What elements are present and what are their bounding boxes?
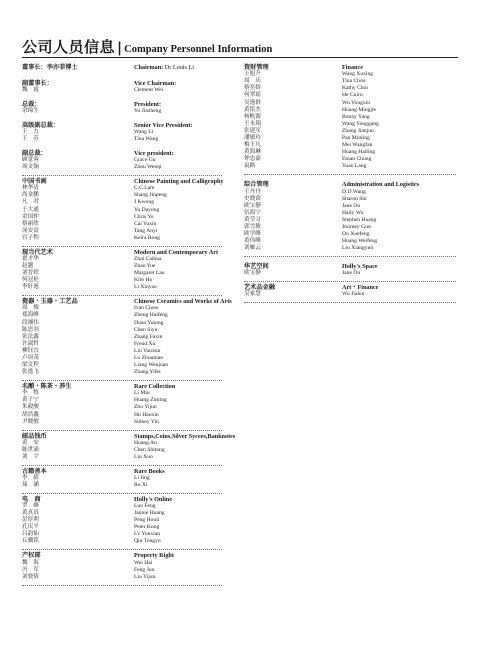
person-name-zh: 李 牧 bbox=[22, 390, 39, 397]
person-name-zh: 汤安益 bbox=[22, 227, 39, 234]
person-name-zh: 丘骥铭 bbox=[22, 538, 39, 545]
person-name-en: Huang An bbox=[134, 439, 157, 446]
person-name-zh: 李轩逸 bbox=[22, 284, 39, 291]
person-name-zh: 翟才华 bbox=[22, 256, 39, 262]
person-name-en: Peng Houli bbox=[134, 517, 160, 524]
section-en-names bbox=[342, 181, 456, 252]
person-name-zh: 冯 军 bbox=[22, 566, 39, 573]
section-zh-names bbox=[22, 64, 122, 71]
section-heading-zh: 电 商 bbox=[22, 495, 41, 503]
person-name-en: Tina Wang bbox=[134, 136, 159, 143]
person-name-zh: 吴家慧 bbox=[244, 291, 261, 298]
person-name-en: Sharon Shi bbox=[342, 195, 367, 202]
person-name-en: Haily Wu bbox=[342, 209, 364, 216]
person-name-zh: 罗 峰 bbox=[22, 503, 39, 509]
person-name-en: Lu Zhoumao bbox=[134, 355, 164, 362]
person-name-en: Luo Feng bbox=[134, 503, 156, 509]
section-en-names bbox=[342, 64, 456, 171]
person-name-en: Clement Wei bbox=[134, 87, 164, 94]
page-title bbox=[22, 36, 272, 54]
section-zh-names bbox=[22, 150, 122, 171]
person-name-zh: 于大通 bbox=[22, 206, 39, 213]
person-name-zh: 胡浩鑫 bbox=[22, 411, 39, 418]
person-name-zh: 尹晓敏 bbox=[22, 418, 39, 425]
section-en-names bbox=[134, 433, 234, 461]
person-name-zh: 尚金鹏 bbox=[22, 192, 39, 199]
person-name-zh: 黄真真 bbox=[22, 510, 39, 517]
section-zh-names bbox=[244, 263, 344, 277]
section-heading-zh: 中国书画 bbox=[22, 178, 47, 186]
section-zh-names bbox=[22, 468, 122, 489]
section-zh-names bbox=[22, 433, 122, 461]
person-name-zh: 郑海峰 bbox=[22, 312, 39, 319]
person-name-zh: 孔庆平 bbox=[22, 524, 39, 531]
section-zh-names bbox=[22, 383, 122, 426]
person-name-zh: 史晓茵 bbox=[244, 195, 261, 202]
person-name-en: Zhang Faxin bbox=[134, 333, 163, 340]
person-name-en: Wu Yongxin bbox=[342, 99, 371, 106]
person-name-zh: 梁文程 bbox=[22, 362, 39, 369]
section-divider bbox=[22, 175, 222, 176]
person-name-zh: 黄海琳 bbox=[244, 149, 261, 156]
person-name-en: Zhou Wenqi bbox=[134, 164, 162, 171]
section-heading-en: Modern and Contemporary Art bbox=[134, 248, 219, 256]
person-name-zh: 黄 安 bbox=[22, 439, 39, 446]
section-zh-names bbox=[244, 284, 344, 298]
section-en-names bbox=[134, 552, 234, 580]
person-name-en: Duan Yutong bbox=[134, 319, 164, 326]
section-en-names bbox=[134, 468, 234, 489]
person-name-en: Tang Anyi bbox=[134, 227, 158, 234]
section-heading-en: Rare Collection bbox=[134, 383, 176, 391]
section-divider bbox=[244, 302, 456, 303]
person-name-en: Zhao Yue bbox=[134, 263, 156, 270]
section-divider bbox=[22, 549, 222, 550]
person-name-en: Zhu Yijun bbox=[134, 404, 157, 411]
title-rule bbox=[22, 57, 458, 58]
person-name-en: Hu Haoxin bbox=[134, 411, 159, 418]
person-name-en: Kilo Ho bbox=[134, 277, 153, 284]
person-name-zh: 凡 君 bbox=[22, 199, 39, 206]
section-en-names bbox=[134, 496, 234, 546]
person-name-en: Wang Li bbox=[134, 129, 154, 136]
section-heading-zh: 总裁： bbox=[22, 100, 41, 108]
person-name-zh: 周 俊 bbox=[22, 305, 39, 312]
person-name-zh: 王丹丹 bbox=[244, 188, 261, 195]
person-name-zh: 魏 海 bbox=[22, 559, 39, 566]
title-divider: | bbox=[117, 40, 123, 56]
person-name-zh: 李 婧 bbox=[22, 474, 39, 481]
section-divider bbox=[22, 585, 222, 586]
person-name-en: Jane Ou bbox=[342, 270, 361, 277]
person-name-en: Mei Wangfan bbox=[342, 142, 373, 149]
section-heading-en: Property Right bbox=[134, 552, 174, 560]
person-name-zh: 彭厚利 bbox=[22, 517, 39, 524]
person-name-en: Ivan Chow bbox=[134, 305, 159, 312]
section-en-names bbox=[134, 178, 234, 242]
person-name-en: Kathy Choi bbox=[342, 85, 368, 92]
person-name-en: Shang Jinpeng bbox=[134, 192, 167, 199]
person-name-zh: 段湘伟 bbox=[22, 319, 39, 326]
person-name-en: Yu Dayong bbox=[134, 206, 160, 213]
person-name-en: Yuan Lang bbox=[342, 163, 367, 170]
person-name-en: Zhang Yifei bbox=[134, 369, 161, 376]
person-name-en: Yu Jinsheng bbox=[134, 108, 162, 115]
person-name-zh: 钟忠豪 bbox=[244, 156, 261, 163]
section-zh-names bbox=[22, 249, 122, 292]
person-name-en: Huang Ziming bbox=[134, 397, 167, 404]
person-name-en: Chen Siyu bbox=[134, 326, 158, 333]
person-name-zh: 顾宽蓉 bbox=[22, 157, 39, 164]
person-name-en: Tina Chou bbox=[342, 78, 366, 85]
section-zh-names bbox=[22, 552, 122, 580]
person-name-zh: 陈世涌 bbox=[22, 446, 39, 453]
person-name-zh: 余国仲 bbox=[22, 213, 39, 220]
person-name-en: Wang Xuxing bbox=[342, 71, 374, 78]
person-name-zh: 欧宝静 bbox=[244, 202, 261, 209]
person-name-en: J Kwong bbox=[134, 199, 155, 206]
section-divider bbox=[22, 430, 222, 431]
section-heading-zh: 副总裁： bbox=[22, 150, 47, 157]
person-name-en: Zheng Haifeng bbox=[134, 312, 168, 319]
person-name-zh: 余锦生 bbox=[22, 108, 39, 115]
section-heading-en: Holly's Online bbox=[134, 495, 172, 503]
person-name-en: Qiu Tongyu bbox=[134, 538, 161, 545]
person-name-en: Liu Xuo bbox=[134, 453, 153, 460]
person-name-zh: 郭雪敏 bbox=[244, 223, 261, 230]
person-name-zh: 王 力 bbox=[22, 129, 39, 136]
section-heading-zh: 华艺空间 bbox=[244, 263, 269, 271]
person-name-zh: 刘雁云 bbox=[244, 245, 261, 252]
section-divider bbox=[22, 380, 222, 381]
person-name-en: Li Miu bbox=[134, 390, 150, 397]
section-zh-names bbox=[22, 101, 122, 115]
person-name-zh: 柳钰宜 bbox=[22, 347, 39, 354]
person-name-en: Cai Yuxin bbox=[134, 220, 157, 227]
section-en-names bbox=[342, 284, 456, 298]
person-name-zh: 王 芬 bbox=[22, 136, 39, 143]
section-heading-en: Vice Chairman: bbox=[134, 79, 177, 87]
person-name-zh: 欧学峰 bbox=[244, 231, 261, 238]
section-zh-names bbox=[22, 496, 122, 546]
person-name-en: Li Xinyao bbox=[134, 284, 157, 291]
section-zh-names bbox=[244, 181, 344, 252]
section-heading-zh: 瓷器・玉器・工艺品 bbox=[22, 298, 78, 306]
person-name-en: Li Jing bbox=[134, 474, 150, 481]
section-zh-names bbox=[22, 122, 122, 143]
section-heading-zh: 董事长：李亦菲博士 bbox=[22, 64, 78, 71]
chairman-name-en: Dr Louis Li bbox=[163, 64, 194, 71]
person-name-zh: 张建军 bbox=[244, 127, 261, 134]
section-en-names bbox=[134, 298, 234, 376]
person-name-en: Sidney Yin bbox=[134, 418, 159, 425]
person-name-zh: 潘敏玲 bbox=[244, 135, 261, 142]
person-name-zh: 卢周茂 bbox=[22, 355, 39, 362]
person-name-zh: 蔡丽欣 bbox=[22, 220, 39, 227]
title-chinese: 公司人员信息 bbox=[22, 38, 116, 56]
person-name-en: Keira Rong bbox=[134, 234, 160, 241]
section-zh-names bbox=[22, 298, 122, 376]
person-name-en: Liu Yijun bbox=[134, 573, 156, 580]
section-heading-en: Administration and Logistics bbox=[342, 181, 420, 189]
person-name-en: Wu Jiahui bbox=[342, 291, 365, 298]
person-name-zh: 黄铭杰 bbox=[244, 106, 261, 113]
section-heading-zh: 副董事长： bbox=[22, 79, 53, 87]
person-name-zh: 刘晋婷 bbox=[22, 270, 39, 277]
person-name-en: C.C.Lam bbox=[134, 185, 155, 192]
person-name-en: Chen Shitong bbox=[134, 446, 165, 453]
person-name-en: Huang Hailing bbox=[342, 149, 376, 156]
section-en-names bbox=[134, 64, 234, 71]
person-name-zh: 张法鑫 bbox=[22, 333, 39, 340]
person-name-en: Bunny Yang bbox=[342, 113, 370, 120]
section-heading-en: Senior Vice President: bbox=[134, 121, 193, 129]
person-name-zh: 林华清 bbox=[22, 185, 39, 192]
person-name-en: Margaret Lau bbox=[134, 270, 165, 277]
section-heading-zh: 产权部 bbox=[22, 552, 41, 560]
person-name-zh: 黄莹习 bbox=[244, 216, 261, 223]
person-name-zh: 吴逸群 bbox=[244, 99, 261, 106]
person-name-zh: 张逸飞 bbox=[22, 369, 39, 376]
person-name-zh: 欧宝静 bbox=[244, 270, 261, 277]
person-name-zh: 朱毅骏 bbox=[22, 404, 39, 411]
person-name-zh: 宫子程 bbox=[22, 234, 39, 241]
section-en-names bbox=[134, 150, 234, 171]
section-heading-en: Chinese Painting and Calligraphy bbox=[134, 178, 224, 186]
person-name-zh: 魏 霞 bbox=[22, 87, 39, 94]
section-heading-en: Chairman: Dr Louis Li bbox=[134, 64, 194, 71]
section-divider bbox=[244, 256, 456, 257]
person-name-zh: 吕韵仙 bbox=[22, 531, 39, 538]
person-name-en: D.D.Wang bbox=[342, 188, 366, 195]
person-name-en: Zhang Jianjun bbox=[342, 127, 374, 134]
person-name-zh: 许淑哲 bbox=[22, 340, 39, 347]
person-name-en: Wei Hai bbox=[134, 559, 153, 566]
person-name-en: Feng Jun bbox=[134, 566, 155, 573]
person-name-en: Wang Yonggang bbox=[342, 120, 379, 127]
section-heading-en: Vice president: bbox=[134, 150, 174, 157]
person-name-zh: 王旭升 bbox=[244, 71, 261, 78]
person-name-zh: 周 庆 bbox=[244, 78, 261, 85]
section-divider bbox=[22, 493, 222, 494]
person-name-zh: 刘 宇 bbox=[22, 453, 39, 460]
section-divider bbox=[22, 246, 222, 247]
section-divider bbox=[244, 281, 456, 282]
person-name-en: Huang Weifeng bbox=[342, 238, 378, 245]
section-en-names bbox=[134, 249, 234, 292]
person-name-zh: 蔡奕娇 bbox=[244, 85, 261, 92]
person-name-zh: 王永翔 bbox=[244, 120, 261, 127]
person-name-zh: 杨帆源 bbox=[244, 113, 261, 120]
section-heading-zh: 综合管理 bbox=[244, 181, 269, 189]
person-name-en: Huang Mingjie bbox=[342, 106, 377, 113]
person-name-en: Pan Minling bbox=[342, 135, 370, 142]
section-zh-names bbox=[22, 80, 122, 94]
person-name-en: Zhai Caihua bbox=[134, 256, 162, 262]
section-en-names bbox=[134, 101, 234, 115]
person-name-en: Jannie Huang bbox=[134, 510, 165, 517]
section-heading-zh: 高级副总裁： bbox=[22, 121, 60, 129]
section-zh-names bbox=[244, 64, 344, 171]
person-name-en: Lv Yunxian bbox=[134, 531, 161, 538]
section-heading-zh: 资财管理 bbox=[244, 64, 269, 71]
person-name-en: Journey Guo bbox=[342, 223, 371, 230]
section-divider bbox=[22, 465, 222, 466]
person-name-en: Ru Xi bbox=[134, 481, 148, 488]
person-name-zh: 赵趟 bbox=[22, 263, 34, 270]
person-name-en: Liu Xiangyun bbox=[342, 245, 374, 252]
person-name-zh: 黄子宁 bbox=[22, 397, 39, 404]
person-name-en: Liu Yunxun bbox=[134, 347, 161, 354]
person-name-en: Grace Gu bbox=[134, 157, 156, 164]
section-en-names bbox=[134, 383, 234, 426]
section-heading-en: Finance bbox=[342, 64, 363, 71]
title-english: Company Personnel Information bbox=[124, 44, 273, 55]
person-name-zh: 陈思羽 bbox=[22, 326, 39, 333]
person-name-zh: 刘骁倩 bbox=[22, 573, 39, 580]
person-name-en: Chris Yu bbox=[134, 213, 154, 220]
section-heading-zh: 邮品钱币 bbox=[22, 432, 47, 440]
person-name-en: Stephen Huang bbox=[342, 216, 377, 223]
section-heading-en: Holly's Space bbox=[342, 263, 378, 271]
person-name-en: Ou Xuefeng bbox=[342, 231, 370, 238]
section-heading-zh: 名酿・陈茶・养生 bbox=[22, 383, 72, 391]
person-name-en: Liang Wenjuan bbox=[134, 362, 169, 369]
person-name-en: Jane Ou bbox=[342, 202, 361, 209]
section-en-names bbox=[342, 263, 456, 277]
person-name-zh: 黄伟峰 bbox=[244, 238, 261, 245]
section-heading-en: President: bbox=[134, 100, 162, 108]
person-name-zh: 梅王凡 bbox=[244, 142, 261, 149]
section-heading-zh: 现当代艺术 bbox=[22, 248, 53, 256]
person-name-en: He Cuiru bbox=[342, 92, 363, 99]
section-heading-en: Art・Finance bbox=[342, 284, 379, 292]
section-heading-en: Rare Books bbox=[134, 467, 165, 475]
person-name-zh: 茹 涵 bbox=[22, 481, 39, 488]
section-divider bbox=[244, 174, 456, 175]
section-en-names bbox=[134, 122, 234, 143]
person-name-zh: 周文翰 bbox=[22, 164, 39, 171]
person-name-zh: 何冠伦 bbox=[22, 277, 39, 284]
person-name-en: Peter Kong bbox=[134, 524, 160, 531]
person-name-zh: 伍海宁 bbox=[244, 209, 261, 216]
section-heading-en: Chinese Ceramics and Works of Arts bbox=[134, 298, 232, 306]
section-heading-zh: 古籍善本 bbox=[22, 467, 47, 475]
section-divider bbox=[22, 295, 222, 296]
person-name-zh: 袁路 bbox=[244, 163, 256, 170]
section-en-names bbox=[134, 80, 234, 94]
section-heading-en: Stamps,Coins,Silver Sycees,Banknotes bbox=[134, 432, 236, 440]
section-zh-names bbox=[22, 178, 122, 242]
person-name-en: Eman Chung bbox=[342, 156, 372, 163]
section-heading-zh: 艺术品金融 bbox=[244, 284, 275, 292]
person-name-en: Freud Xu bbox=[134, 340, 156, 347]
person-name-zh: 何翠瑶 bbox=[244, 92, 261, 99]
